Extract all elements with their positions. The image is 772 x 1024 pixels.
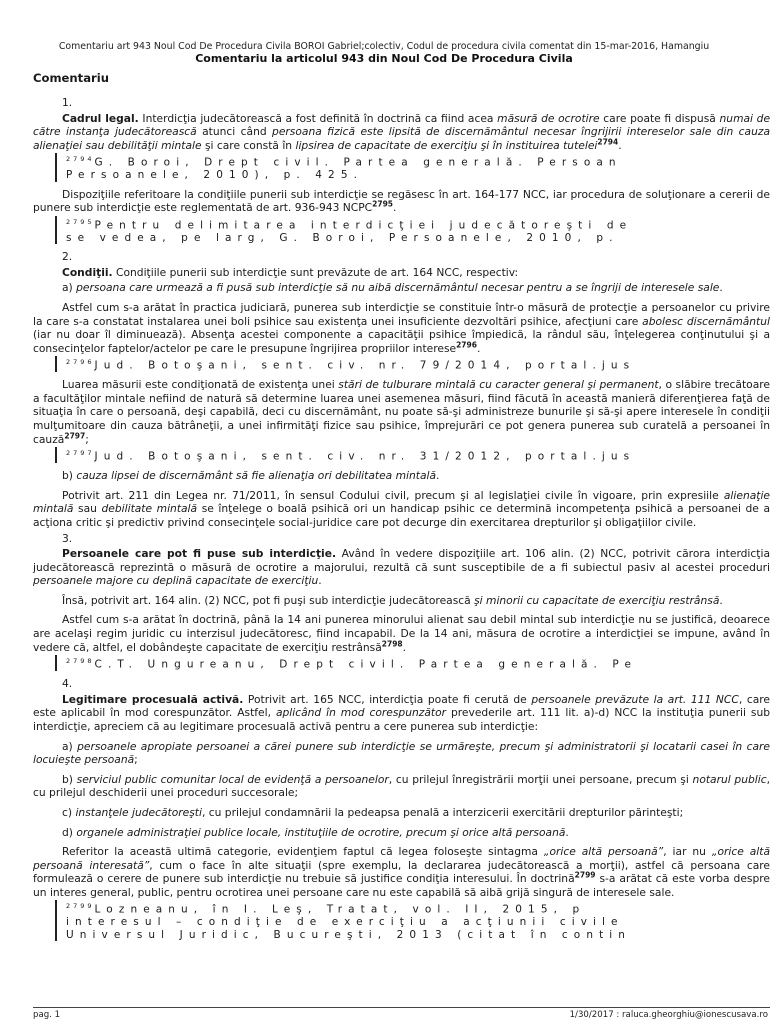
paragraph: Referitor la această ultimă categorie, evidenţiem faptul că legea foloseşte sintagma „orice altă persoană”, iar nu „orice altă persoană interesată”, cum o face în alte situaţii (spre exemplu, la declararea judecătorească a morţii), astfel că persoana care formulează o cerere de punere sub interdicţie nu trebuie să justifice condiţia interesului. În doctrină$^{2799}$ s-a arătat că este vorba despre un interes general, public, pentru ocrotirea unei persoane care nu este capabilă să aibă grijă singură de interesele sale. xyxy=(33,845,770,899)
paragraph: Astfel cum s-a arătat în doctrină, până la 14 ani punerea minorului alienat sau debil mintal sub interdicţie nu se justifică, deoarece are acelaşi regim juridic cu interzisul judecătoresc, fiind incapabil. De la 14 ani, măsura de ocrotire a interdicţiei se impune, având în vedere că, altfel, el dobândeşte capacitate de exerciţiu restrânsă$^{2798}$. xyxy=(33,613,770,654)
section-number: 2. xyxy=(62,250,73,264)
paragraph-heading: Condiţii. xyxy=(62,265,113,279)
section-number: 1. xyxy=(62,96,73,109)
paragraph: Dispoziţiile referitoare la condiţiile punerii sub interdicţie se regăsesc în art. 164-177 NCC, iar procedura de soluţionare a cererii de punere sub interdicţie este reglementată de art. 936-943 $NCPC^{2795}$. xyxy=(33,187,770,215)
list-item: d) organele administraţiei publice locale, instituţiile de ocrotire, precum şi orice altă persoană. xyxy=(62,825,569,839)
paragraph: Persoanele care pot fi puse sub interdicţie. Având în vedere dispoziţiile art. 106 alin. (2) NCC, potrivit cărora interdicţia judecătorească reprezintă o măsură de ocrotire a majorului, rezultă că sunt susceptibile de a fi subiectul pasiv al acestei proceduri persoanele majore cu deplină capacitate de exerciţiu. xyxy=(33,547,770,588)
section-number: 4. xyxy=(62,677,73,691)
footnote-number: 2795 xyxy=(66,217,95,226)
footnote-ref[interactable]: 2795 xyxy=(372,199,394,209)
document-body xyxy=(33,94,770,944)
paragraph: Cadrul legal. Interdicţia judecătorească a fost definită în doctrină ca fiind acea măsură de ocrotire care poate fi dispusă numai de către instanţa judecătorească atunci când persoana fizică este lipsită de discernământul necesar îngrijirii intereselor sale din cauza alienaţiei sau debilităţii mintale şi care constă în lipsirea de capacitate de exerciţiu şi în instituirea tutelei$^{2794}$. xyxy=(33,111,771,152)
paragraph: Astfel cum s-a arătat în practica judiciară, punerea sub interdicţie se constituie într-o măsură de protecţie a persoanelor cu privire la care s-a constatat instalarea unei boli psihice sau existenţa unei insuficiente dezvoltări psihice, afecţiuni care abolesc discernământul (iar nu doar îl diminuează). Absenţa acestei componente a capacităţii psihice împiedică, la rândul său, înţelegerea conţinutului şi a consecinţelor faptelor/actelor pe care le presupune îngrijirea propriilor interese$^{2796}$. xyxy=(33,300,770,355)
document-title: Comentariu la articolul 943 din Noul Cod De Procedura Civila xyxy=(195,52,573,65)
list-item: b) cauza lipsei de discernământ să fie alienaţia ori debilitatea mintală. xyxy=(62,469,440,483)
footnote-ref[interactable]: 2796 xyxy=(456,340,477,350)
footnote-number: 2797 xyxy=(66,449,95,458)
paragraph: Condiţii. Condiţiile punerii sub interdicţie sunt prevăzute de art. 164 NCC, respectiv: xyxy=(62,265,519,279)
list-item: b) serviciul public comunitar local de evidenţă a persoanelor, cu prilejul înregistrării morţii unei persoane, precum şi notarul public, cu prilejul deschiderii unei proceduri succesorale; xyxy=(33,772,770,800)
paragraph-heading: Legitimare procesuală activă. xyxy=(62,692,244,706)
footnote: $^{2798}$C.T. Ungureanu, Drept civil. Partea generală. Pe xyxy=(55,655,772,671)
footnote-ref[interactable]: 2794 xyxy=(597,137,619,147)
paragraph: Potrivit art. 211 din Legea nr. 71/2011, în sensul Codului civil, precum şi al legislaţiei civile în vigoare, prin expresiile alienaţie mintală sau debilitate mintală se înţelege o boală psihică ori un handicap psihic ce determină incompetenţa psihică a persoanei de a acţiona critic şi predictiv privind consecinţele social-juridice care pot decurge din exercitarea drepturilor şi obligaţiilor civile. xyxy=(33,488,771,529)
footnote: $^{2795}$Pentru delimitarea interdicţiei judecătoreşti de se vedea, pe larg, G. Boroi, Persoanele, 2010, p. xyxy=(55,216,772,244)
footnote-ref[interactable]: 2799 xyxy=(574,870,596,880)
footnote-ref[interactable]: 2797 xyxy=(64,431,86,441)
footer-info: 1/30/2017 : raluca.gheorghiu@ionescusava.ro xyxy=(569,1010,768,1020)
footnote-number: 2796 xyxy=(66,358,95,367)
footnote-number: 2799 xyxy=(66,902,95,911)
list-item: a) persoana care urmează a fi pusă sub interdicţie să nu aibă discernământul necesar pentru a se îngriji de interesele sale. xyxy=(62,281,723,295)
footnote: $^{2799}$Lozneanu, în I. Leş, Tratat, vol. II, 2015, p interesul – condiţie de exerciţiu a acţiunii civile Universul Juridic, Bucureşti, 2013 (citat în contin xyxy=(55,900,772,941)
paragraph-heading: Cadrul legal. xyxy=(62,111,139,125)
paragraph: Însă, potrivit art. 164 alin. (2) NCC, pot fi puşi sub interdicţie judecătorească şi minorii cu capacitate de exerciţiu restrânsă. xyxy=(62,593,723,607)
list-item: a) persoanele apropiate persoanei a cărei punere sub interdicţie se urmăreşte, precum şi administratorii şi locatarii casei în care locuieşte persoană; xyxy=(33,739,770,767)
footnote: $^{2797}$Jud. Botoşani, sent. civ. nr. 31/2012, portal.jus xyxy=(55,447,772,463)
footnote: $^{2794}$G. Boroi, Drept civil. Partea generală. Persoan Persoanele, 2010), p. 425. xyxy=(55,153,772,181)
section-number: 3. xyxy=(62,531,73,545)
section-title: Comentariu xyxy=(33,71,109,85)
footnote-number: 2794 xyxy=(66,155,95,164)
footnote: $^{2796}$Jud. Botoşani, sent. civ. nr. 79/2014, portal.jus xyxy=(55,356,772,372)
paragraph-heading: Persoanele care pot fi puse sub interdicţie. xyxy=(62,547,337,561)
page-number: pag. 1 xyxy=(33,1010,61,1020)
list-item: c) instanţele judecătoreşti, cu prilejul condamnării la pedeapsa penală a interzicerii exercitării drepturilor părinteşti; xyxy=(62,805,684,819)
running-header: Comentariu art 943 Noul Cod De Procedura Civila BOROI Gabriel;colectiv, Codul de procedura civila comentat din 15-mar-2016, Hamangiu xyxy=(58,41,710,52)
paragraph: Luarea măsurii este condiţionată de existenţa unei stări de tulburare mintală cu caracter general şi permanent, o slăbire trecătoare a facultăţilor mintale nefiind de natură să determine luarea unei asemenea măsuri, fiind făcută în această manieră diferenţierea faţă de situaţia în care o persoană, deşi capabilă, deci cu discernământ, nu poate să-şi administreze bunurile şi să-şi apere interesele în condiţii mulţumitoare din cauza bătrâneţii, a unei infirmităţi fizice sau psihice, împrejurări ce pot genera punerea sub curatelă a persoanei în cauză$^{2797}$; xyxy=(33,378,770,446)
footnote-number: 2798 xyxy=(66,657,95,666)
paragraph: Legitimare procesuală activă. Potrivit art. 165 NCC, interdicţia poate fi cerută de persoanele prevăzute la art. 111 NCC, care este aplicabil în mod corespunzător. Astfel, aplicând în mod corespunzător prevederile art. 111 lit. a)-d) NCC la instituţia punerii sub interdicţie, apreciem că au legitimare procesuală activă pentru a cere punerea sub interdicţie: xyxy=(33,692,770,733)
footer-divider xyxy=(33,1007,770,1008)
footnote-ref[interactable]: 2798 xyxy=(381,639,403,649)
